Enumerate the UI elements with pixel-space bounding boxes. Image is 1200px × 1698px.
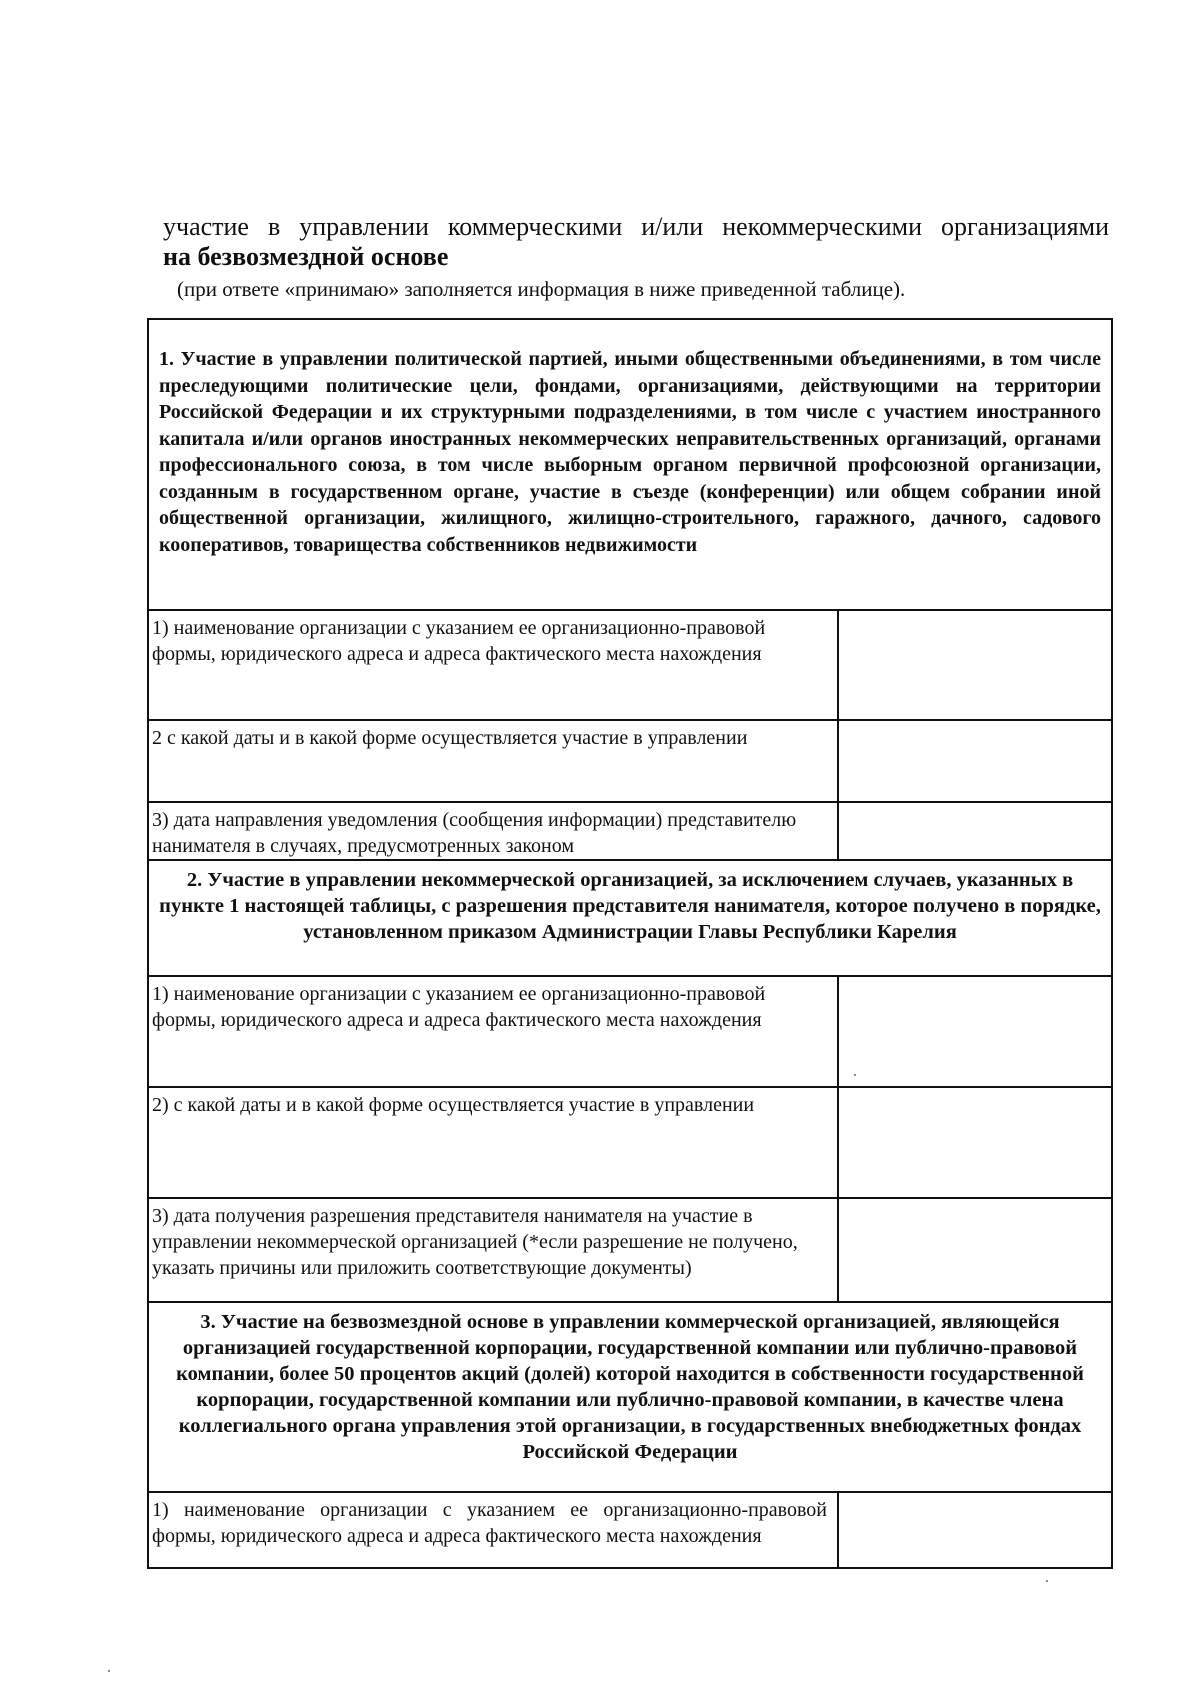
participation-table: [147, 318, 1113, 1569]
section-1-heading: 1. Участие в управлении политической партией, иными общественными объединениями, в том числе преследующими политические цели, фондами, организациями, действующими на территории Российской Федерации и их структурными подразделениями, в том числе с участием иностранного капитала и/или органов иностранных некоммерческих неправительственных организаций, органами профессионального союза, в том числе выборным органом первичной профсоюзной организации, созданным в государственном органе, участие в съезде (конференции) или общем собрании иной общественной организации, жилищного, жилищно-строительного, гаражного, дачного, садового кооперативов, товарищества собственников недвижимости: [148, 319, 1112, 610]
section-1-item-3-value-cell[interactable]: [838, 802, 1112, 860]
table-row: [148, 802, 1112, 860]
scan-speck: [108, 1670, 110, 1672]
section-1-item-2-value-cell[interactable]: [838, 720, 1112, 802]
section-3-header-row: [148, 1302, 1112, 1492]
intro-text: участие в управлении коммерческими и/или некоммерческими организациями: [163, 212, 1109, 241]
table-row: [148, 1492, 1112, 1568]
table-row: [148, 976, 1112, 1087]
section-3-heading: 3. Участие на безвозмездной основе в управлении коммерческой организацией, являющейся организацией государственной корпорации, государственной компании или публично-правовой компании, более 50 процентов акций (долей) которой находится в собственности государственной корпорации, государственной компании или публично-правовой компании, в качестве члена коллегиального органа управления этой организации, в государственных внебюджетных фондах Российской Федерации: [148, 1302, 1112, 1492]
section-2-item-1-label: 1) наименование организации с указанием ее организационно-правовой формы, юридического адреса и адреса фактического места нахождения: [148, 976, 838, 1087]
intro-note: (при ответе «принимаю» заполняется информация в ниже приведенной таблице).: [177, 277, 906, 301]
section-1-header-row: [148, 319, 1112, 610]
section-2-item-3-label: 3) дата получения разрешения представителя нанимателя на участие в управлении некоммерческой организацией (*если разрешение не получено, указать причины или приложить соответствующие документы): [148, 1198, 838, 1302]
table-row: [148, 1087, 1112, 1198]
section-1-item-2-label: 2 с какой даты и в какой форме осуществляется участие в управлении: [148, 720, 838, 802]
section-2-item-2-value-cell[interactable]: [838, 1087, 1112, 1198]
section-2-header-row: [148, 860, 1112, 976]
section-2-item-2-label: 2) с какой даты и в какой форме осуществляется участие в управлении: [148, 1087, 838, 1198]
intro-text-bold: на безвозмездной основе: [163, 242, 449, 271]
scan-speck: [1046, 1580, 1048, 1582]
intro: [163, 212, 1109, 302]
section-3-item-1-value-cell[interactable]: [838, 1492, 1112, 1568]
table-row: [148, 720, 1112, 802]
section-1-item-3-label: 3) дата направления уведомления (сообщения информации) представителю нанимателя в случаях, предусмотренных законом: [148, 802, 838, 860]
section-2-item-1-value-cell[interactable]: [838, 976, 1112, 1087]
section-3-item-1-label: 1) наименование организации с указанием ее организационно-правовой формы, юридического адреса и адреса фактического места нахождения: [148, 1492, 838, 1568]
section-1-item-1-value-cell[interactable]: [838, 610, 1112, 720]
table-row: [148, 1198, 1112, 1302]
section-1-item-1-label: 1) наименование организации с указанием ее организационно-правовой формы, юридического адреса и адреса фактического места нахождения: [148, 610, 838, 720]
scan-speck: [854, 1074, 856, 1076]
section-2-heading: 2. Участие в управлении некоммерческой организацией, за исключением случаев, указанных в пункте 1 настоящей таблицы, с разрешения представителя нанимателя, которое получено в порядке, установленном приказом Администрации Главы Республики Карелия: [148, 860, 1112, 976]
section-2-item-3-value-cell[interactable]: [838, 1198, 1112, 1302]
table-row: [148, 610, 1112, 720]
